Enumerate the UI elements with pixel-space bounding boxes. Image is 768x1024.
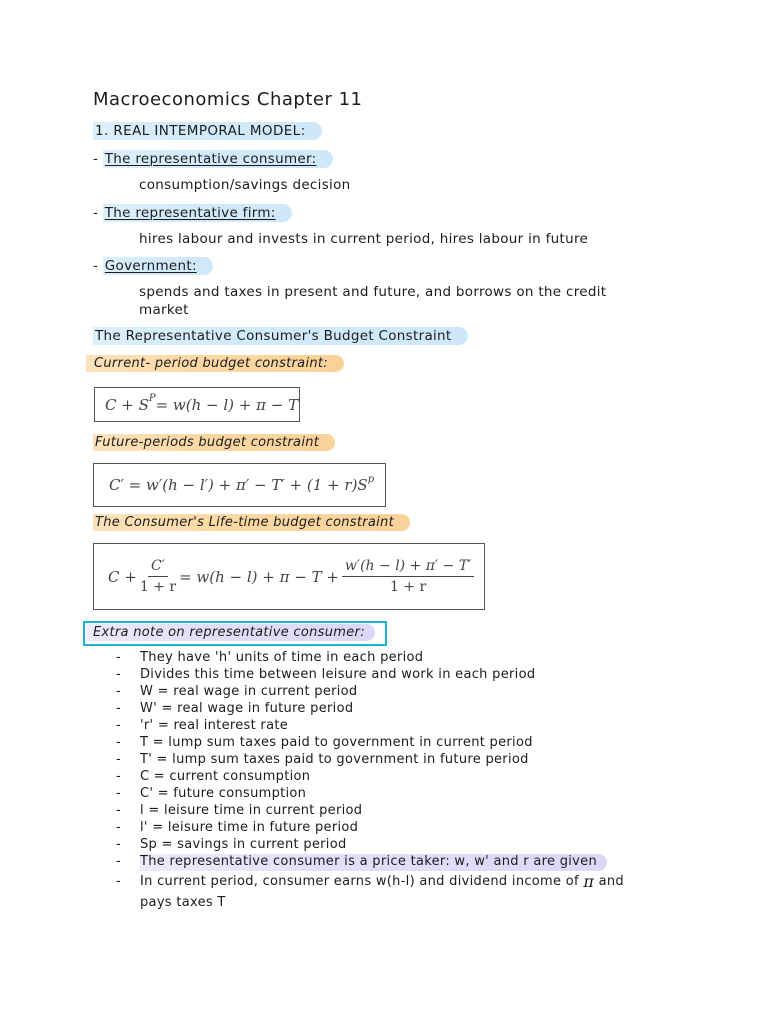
bullet-dash: - xyxy=(116,684,121,699)
bullet-dash: - xyxy=(116,786,121,801)
bullet-text: They have 'h' units of time in each period xyxy=(140,650,424,665)
current-period-label-text: Current- period budget constraint: xyxy=(86,355,344,372)
list-item xyxy=(116,752,624,769)
list-item xyxy=(116,650,624,667)
current-budget-equation xyxy=(94,387,300,422)
bullet-text: C = current consumption xyxy=(140,769,311,784)
eq2-left: C′ = w′(h − l′) + π′ − T′ + (1 + r)S xyxy=(109,476,368,494)
eq1-right: = w(h − l) + π − T xyxy=(155,395,299,414)
future-period-label xyxy=(93,434,335,451)
bullet-text: T = lump sum taxes paid to government in current period xyxy=(140,735,533,750)
list-item xyxy=(116,837,624,854)
bullet-text-highlighted: The representative consumer is a price taker: w, w' and r are given xyxy=(140,854,607,871)
firm-heading-text: The representative firm: xyxy=(103,204,292,222)
eq1-left: C + S xyxy=(105,395,149,414)
future-budget-equation xyxy=(93,463,386,507)
firm-heading xyxy=(93,204,292,222)
eq3-frac2-num: w′(h − l) + π′ − T′ xyxy=(342,558,474,577)
bullet-dash: - xyxy=(116,820,121,835)
lifetime-label xyxy=(93,514,410,531)
bullet-dash: - xyxy=(116,752,121,767)
bullet-text: C' = future consumption xyxy=(140,786,307,801)
dash: - xyxy=(93,151,99,167)
future-period-label-text: Future-periods budget constraint xyxy=(93,434,335,451)
government-text-line2: market xyxy=(139,302,189,318)
list-item xyxy=(116,820,624,837)
bullet-dash: - xyxy=(116,803,121,818)
current-period-label xyxy=(86,355,344,372)
lifetime-label-text: The Consumer's Life-time budget constraint xyxy=(93,514,410,531)
extra-note-label xyxy=(87,624,375,641)
government-text-line1: spends and taxes in present and future, and borrows on the credit xyxy=(139,284,607,300)
bullet-text: pays taxes T xyxy=(140,895,226,910)
bullet-dash: - xyxy=(116,837,121,852)
consumer-text: consumption/savings decision xyxy=(139,177,351,193)
list-item xyxy=(116,718,624,735)
budget-constraint-title xyxy=(93,327,468,345)
list-item xyxy=(116,701,624,718)
eq3-frac2-den: 1 + r xyxy=(389,579,427,595)
list-item xyxy=(116,667,624,684)
list-item xyxy=(116,786,624,803)
list-item xyxy=(116,684,624,701)
list-item xyxy=(116,803,624,820)
bullet-text: Divides this time between leisure and work in each period xyxy=(140,667,536,682)
list-item xyxy=(116,735,624,752)
page-title: Macroeconomics Chapter 11 xyxy=(93,89,363,110)
section-heading-text: 1. REAL INTEMPORAL MODEL: xyxy=(93,122,322,140)
bullet-text: W = real wage in current period xyxy=(140,684,358,699)
bullet-text: 'r' = real interest rate xyxy=(140,718,289,733)
bullet-dash: - xyxy=(116,701,121,716)
bullet-dash: - xyxy=(116,769,121,784)
bullet-dash: - xyxy=(116,854,121,869)
eq1-sup: P xyxy=(148,393,156,404)
section-heading xyxy=(93,122,322,140)
bullet-text: In current period, consumer earns w(h-l) and dividend income of xyxy=(140,874,579,889)
bullet-dash: - xyxy=(116,718,121,733)
bullet-text: and xyxy=(598,874,624,889)
bullet-text: W' = real wage in future period xyxy=(140,701,354,716)
eq3-frac1-num: C′ xyxy=(148,558,168,577)
firm-text: hires labour and invests in current period, hires labour in future xyxy=(139,231,589,247)
list-item xyxy=(116,769,624,786)
budget-constraint-title-text: The Representative Consumer's Budget Constraint xyxy=(93,327,468,345)
eq3-fraction-1 xyxy=(140,558,176,595)
bullet-dash: - xyxy=(116,650,121,665)
list-item xyxy=(116,871,624,892)
government-heading xyxy=(93,257,213,275)
bullet-text: l = leisure time in current period xyxy=(140,803,363,818)
list-item-continuation xyxy=(116,892,624,913)
bullet-text: Sp = savings in current period xyxy=(140,837,347,852)
list-item xyxy=(116,854,624,871)
eq3-frac1-den: 1 + r xyxy=(139,579,177,595)
bullet-dash: - xyxy=(116,735,121,750)
pi-symbol: π xyxy=(583,872,595,891)
eq2-sup: p xyxy=(367,473,375,485)
extra-note-label-text: Extra note on representative consumer: xyxy=(87,624,375,641)
bullet-text: l' = leisure time in future period xyxy=(140,820,359,835)
consumer-heading xyxy=(93,150,333,168)
eq3-fraction-2 xyxy=(342,558,474,595)
eq3-lead: C + xyxy=(108,567,137,586)
eq3-mid: = w(h − l) + π − T + xyxy=(179,567,339,586)
government-heading-text: Government: xyxy=(103,257,213,275)
bullet-text: T' = lump sum taxes paid to government in future period xyxy=(140,752,529,767)
consumer-heading-text: The representative consumer: xyxy=(103,150,333,168)
dash: - xyxy=(93,205,99,221)
bullet-list xyxy=(116,650,624,913)
bullet-dash: - xyxy=(116,667,121,682)
lifetime-budget-equation xyxy=(93,543,485,610)
dash: - xyxy=(93,258,99,274)
bullet-dash: - xyxy=(116,874,121,889)
